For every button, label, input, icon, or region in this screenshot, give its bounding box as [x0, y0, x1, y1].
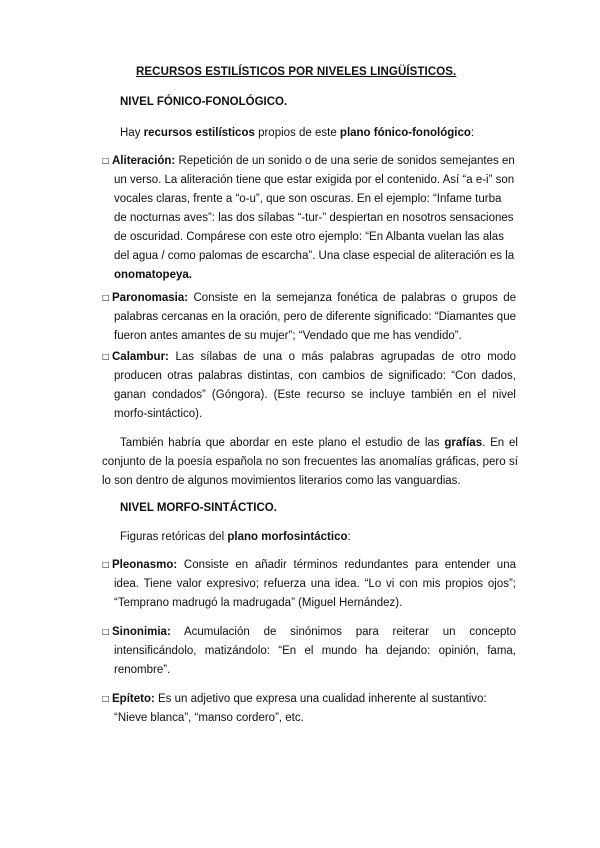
document-title: RECURSOS ESTILÍSTICOS POR NIVELES LINGÜÍSTICOS.: [136, 66, 457, 78]
term-epiteto: Epíteto:: [112, 693, 155, 705]
bullet-icon: □: [102, 293, 110, 302]
term-aliteracion: Aliteración:: [112, 155, 176, 167]
list-item-pleonasmo: [102, 555, 516, 613]
section-heading-morfo: NIVEL MORFO-SINTÁCTICO.: [120, 502, 277, 514]
term-sinonimia: Sinonimia:: [112, 626, 171, 638]
definition-text: Repetición de un sonido o de una serie de sonidos semejantes en un verso. La aliteración tiene que estar exigida por el contenido. Así “a e-i” son vocales claras, frente a “o-u”, que son oscuras. En el ejemplo: “Infame turba de nocturnas aves”: las dos sílabas “-tur-” despiertan en nosotros sensaciones de oscuridad. Compárese con este otro ejemplo: “En Albanta vuelan las alas del agua / como palomas de escarcha”. Una clase especial de aliteración es la: [114, 155, 515, 262]
list-item-aliteracion: [102, 151, 516, 285]
section-heading-fonico: NIVEL FÓNICO-FONOLÓGICO.: [120, 96, 288, 108]
intro-text: propios de este: [254, 127, 340, 139]
section-intro-fonico: [120, 127, 474, 139]
intro-text: Figuras retóricas del: [120, 531, 228, 543]
intro-bold-term: recursos estilísticos: [143, 127, 255, 139]
intro-text: :: [347, 531, 351, 543]
bullet-icon: □: [102, 560, 110, 569]
bullet-icon: □: [102, 352, 110, 361]
term-onomatopeya: onomatopeya.: [114, 269, 192, 281]
term-calambur: Calambur:: [112, 351, 169, 363]
intro-bold-term: plano morfosintáctico: [227, 531, 348, 543]
term-grafias: grafías: [444, 437, 483, 449]
list-item-calambur: [102, 347, 516, 424]
term-pleonasmo: Pleonasmo:: [112, 559, 178, 571]
bullet-icon: □: [102, 694, 110, 703]
bullet-icon: □: [102, 156, 110, 165]
intro-bold-term: plano fónico-fonológico: [339, 127, 471, 139]
intro-text: Hay: [120, 127, 144, 139]
term-paronomasia: Paronomasia:: [112, 292, 189, 304]
closing-paragraph-fonico: [102, 434, 518, 491]
bullet-icon: □: [102, 627, 110, 636]
definition-text: Consiste en la semejanza fonética de palabras o grupos de palabras cercanas en la oración, pero de diferente significado: “Diamantes que fueron antes amantes de su mujer”; “Vendado que me has vendido”.: [114, 292, 516, 342]
paragraph-text: También habría que abordar en este plano el estudio de las: [120, 437, 445, 449]
definition-text: Acumulación de sinónimos para reiterar un concepto intensificándolo, matizándolo: “En el mundo ha dejando: opinión, fama, renombre”.: [114, 626, 516, 676]
list-item-paronomasia: [102, 288, 516, 346]
definition-text: Las sílabas de una o más palabras agrupadas de otro modo producen otras palabras distintas, con cambios de significado: “Con dados, ganan condados” (Góngora). (Este recurso se incluye también en el nivel morfo-sintáctico).: [114, 351, 516, 420]
paragraph-text: . En el conjunto de la poesía española no son frecuentes las anomalías gráficas, pero sí lo son dentro de algunos movimientos literarios como las vanguardias.: [102, 437, 518, 487]
list-item-sinonimia: [102, 622, 516, 680]
intro-text: :: [470, 127, 475, 139]
definition-text: Consiste en añadir términos redundantes para entender una idea. Tiene valor expresivo; refuerza una idea. “Lo vi con mis propios ojos”; “Temprano madrugó la madrugada” (Miguel Hernández).: [114, 559, 516, 609]
list-item-epiteto: [102, 689, 516, 728]
section-intro-morfo: [120, 531, 351, 543]
definition-text: Es un adjetivo que expresa una cualidad inherente al sustantivo: “Nieve blanca”, “manso cordero”, etc.: [114, 693, 487, 724]
